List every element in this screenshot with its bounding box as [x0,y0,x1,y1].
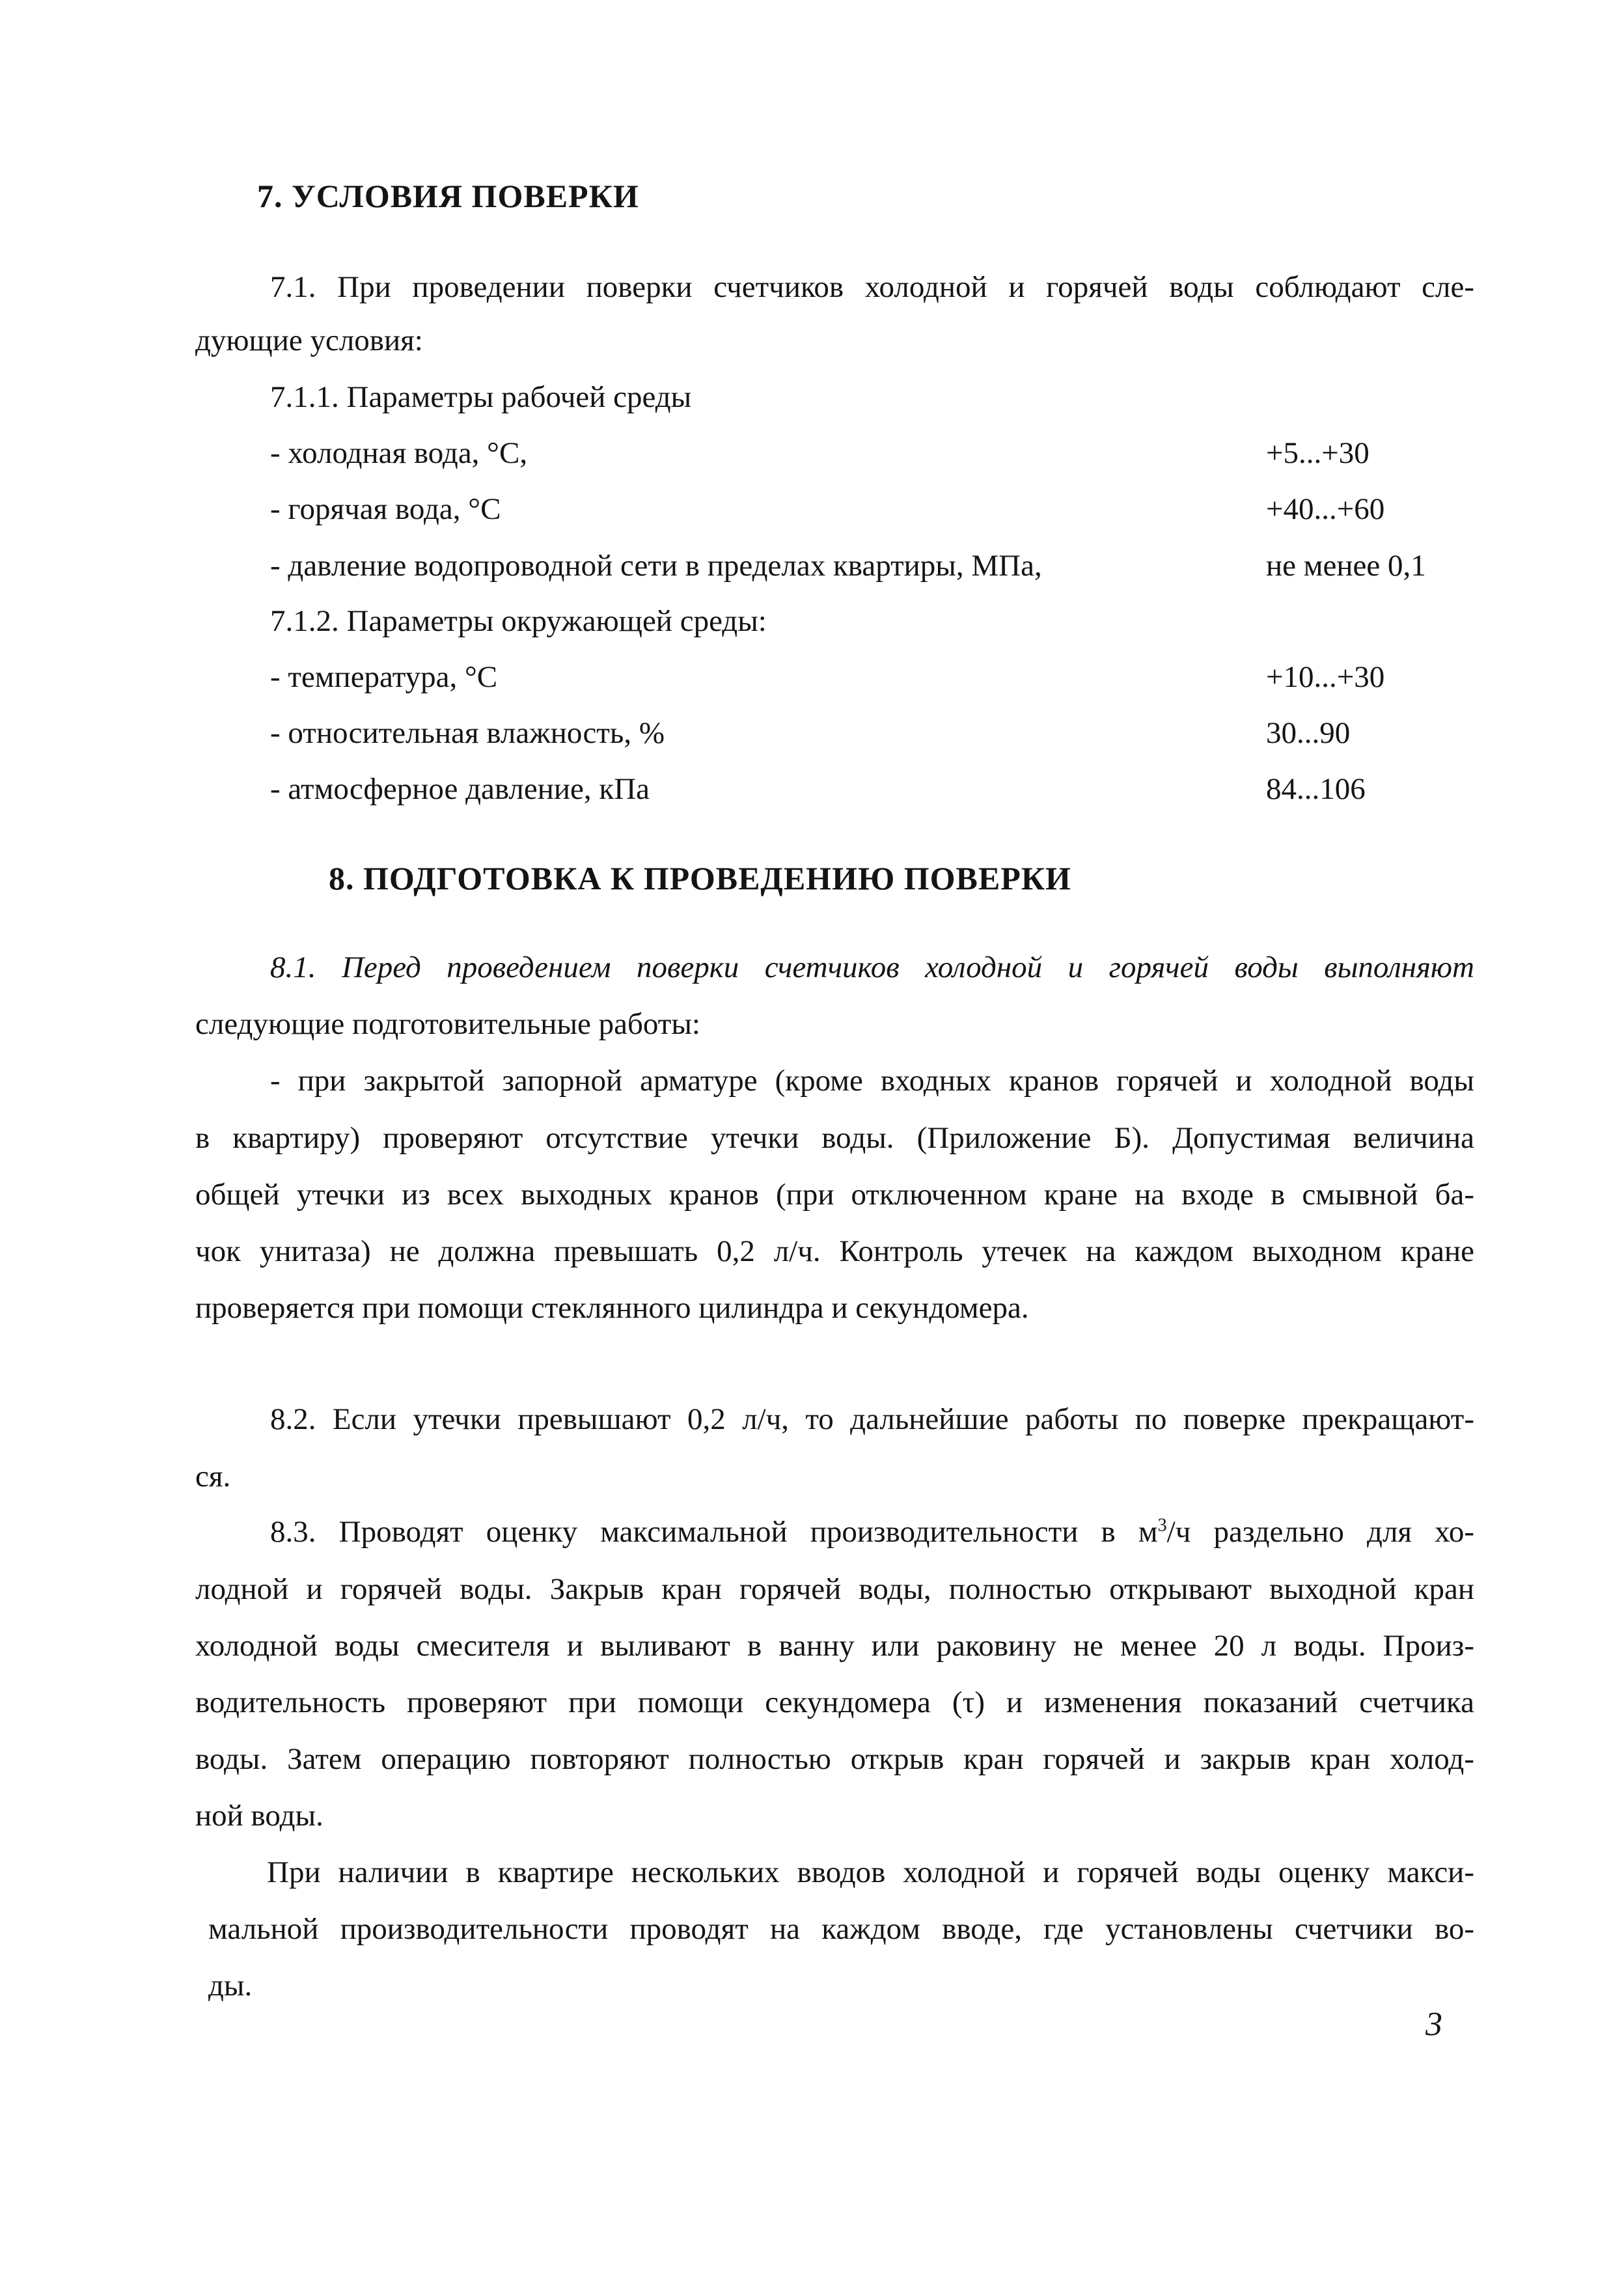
env-param-label: - температура, °С [270,660,498,694]
paragraph-8-3-extra-line: ды. [208,1969,253,2003]
paragraph-8-2-line-2: ся. [195,1460,231,1493]
paragraph-8-3-line: холодной воды смесителя и выливают в ванну или раковину не менее 20 л воды. Произ- [195,1629,1474,1663]
paragraph-8-3-line: водительность проверяют при помощи секундомера (τ) и изменения показаний счетчика [195,1686,1474,1719]
p83-superscript: 3 [1157,1515,1167,1536]
section-8-heading: 8. ПОДГОТОВКА К ПРОВЕДЕНИЮ ПОВЕРКИ [329,860,1071,896]
section-7-heading: 7. УСЛОВИЯ ПОВЕРКИ [257,178,639,214]
paragraph-8-1-item-line: общей утечки из всех выходных кранов (при отключенном кране на входе в смывной ба- [195,1178,1474,1212]
paragraph-7-1-1: 7.1.1. Параметры рабочей среды [270,380,692,414]
paragraph-8-1-item-line: чок унитаза) не должна превышать 0,2 л/ч. Контроль утечек на каждом выходном кране [195,1234,1474,1268]
env-param-label: - атмосферное давление, кПа [270,772,650,806]
paragraph-8-3-extra-line: При наличии в квартире нескольких вводов холодной и горячей воды оценку макси- [267,1855,1474,1889]
p83-text-b: /ч раздельно для хо- [1166,1515,1475,1549]
paragraph-8-1-item-line: - при закрытой запорной арматуре (кроме входных кранов горячей и холодной воды [270,1064,1474,1098]
env-param-value: 84...106 [1266,772,1366,806]
paragraph-7-1-line-1: 7.1. При проведении поверки счетчиков холодной и горячей воды соблюдают сле- [270,270,1474,304]
work-param-label: - давление водопроводной сети в пределах квартиры, МПа, [270,549,1042,583]
env-param-label: - относительная влажность, % [270,716,665,750]
work-param-value: +5...+30 [1266,436,1369,470]
work-param-label: - холодная вода, °С, [270,436,528,470]
work-param-value: +40...+60 [1266,492,1385,526]
paragraph-7-1-2: 7.1.2. Параметры окружающей среды: [270,604,767,638]
work-param-label: - горячая вода, °С [270,492,501,526]
page-number: 3 [1425,2006,1442,2043]
paragraph-8-1-item-line: в квартиру) проверяют отсутствие утечки воды. (Приложение Б). Допустимая величина [195,1121,1474,1155]
paragraph-8-3-extra-line: мальной производительности проводят на каждом вводе, где установлены счетчики во- [208,1912,1474,1946]
paragraph-8-1-line-2: следующие подготовительные работы: [195,1007,700,1041]
paragraph-8-2-line-1: 8.2. Если утечки превышают 0,2 л/ч, то дальнейшие работы по поверке прекращают- [270,1402,1474,1436]
work-param-value: не менее 0,1 [1266,549,1426,583]
paragraph-8-1-item-line: проверяется при помощи стеклянного цилиндра и секундомера. [195,1291,1029,1325]
paragraph-8-3-line: лодной и горячей воды. Закрыв кран горячей воды, полностью открывают выходной кран [195,1572,1474,1606]
paragraph-7-1-line-2: дующие условия: [195,324,423,357]
paragraph-8-3-line: воды. Затем операцию повторяют полностью открыв кран горячей и закрыв кран холод- [195,1742,1474,1776]
paragraph-8-3-line-1 [270,1517,1474,1547]
env-param-value: +10...+30 [1266,660,1385,694]
paragraph-8-3-line: ной воды. [195,1799,323,1833]
p83-text-a: 8.3. Проводят оценку максимальной производительности в м [270,1515,1158,1549]
env-param-value: 30...90 [1266,716,1351,750]
paragraph-8-1-line-1: 8.1. Перед проведением поверки счетчиков холодной и горячей воды выполняют [270,950,1474,984]
